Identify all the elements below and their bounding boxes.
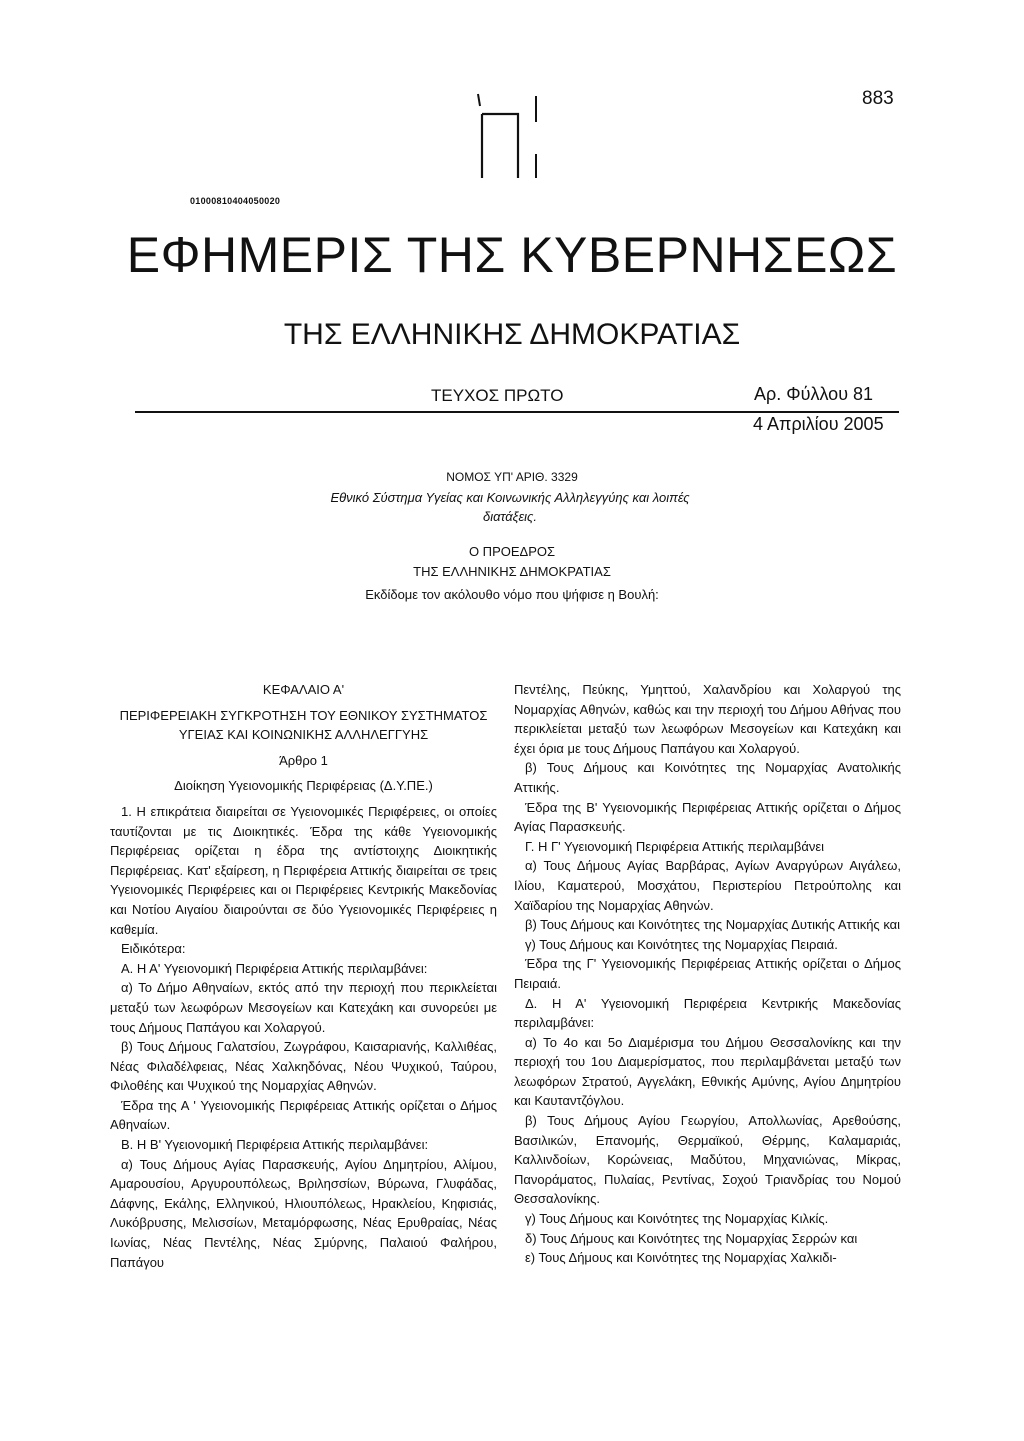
paragraph: γ) Τους Δήμους και Κοινότητες της Νομαρχίας Πειραιά.: [525, 936, 838, 952]
paragraph: α) Το Δήμο Αθηναίων, εκτός από την περιοχή που περικλείεται μεταξύ των λεωφόρων Μεσογείων και Κατεχάκη και συνορεύει με τους Δήμους Παπάγου και Χολαργού.: [110, 980, 497, 1035]
paragraph: α) Τους Δήμους Αγίας Βαρβάρας, Αγίων Αναργύρων Αιγάλεω, Ιλίου, Καματερού, Μοσχάτου, Περιστερίου Πετρούπολης και Χαϊδαρίου της Νομαρχίας Αθηνών.: [514, 858, 901, 913]
article-heading: Άρθρο 1: [279, 752, 328, 768]
masthead-subtitle: ΤΗΣ ΕΛΛΗΝΙΚΗΣ ΔΗΜΟΚΡΑΤΙΑΣ: [283, 318, 741, 351]
paragraph: Δ. Η Α' Υγειονομική Περιφέρεια Κεντρικής Μακεδονίας περιλαμβάνει:: [514, 995, 901, 1031]
issue-series: ΤΕΥΧΟΣ ΠΡΩΤΟ: [431, 386, 564, 405]
paragraph: α) Τους Δήμους Αγίας Παρασκευής, Αγίου Δημητρίου, Αλίμου, Αμαρουσίου, Αργυρουπόλεως, Βριλησσίων, Βύρωνα, Γλυφάδας, Δάφνης, Εκάλης, Ελληνικού, Ηλιουπόλεως, Ηρακλείου, Κηφισιάς, Λυκόβρυσης, Μελισσίων, Μεταμόρφωσης, Νέας Ερυθραίας, Νέας Ιωνίας, Νέας Πεντέλης, Νέας Σμύρνης, Παλαιού Φαλήρου, Παπάγου: [110, 1156, 497, 1270]
paragraph: γ) Τους Δήμους και Κοινότητες της Νομαρχίας Κιλκίς.: [525, 1211, 829, 1227]
paragraph: 1. Η επικράτεια διαιρείται σε Υγειονομικές Περιφέρειες, οι οποίες ταυτίζονται με τις Διοικητικές. Έδρα της κάθε Υγειονομικής Περιφέρειας ορίζεται η έδρα της αντίστοιχης Διοικητικής Περιφέρειας. Κατ' εξαίρεση, η Περιφέρεια Αττικής διαιρείται σε τρεις Υγειονομικές Περιφέρειες και οι Περιφέρειες Κεντρικής Μακεδονίας και Νοτίου Αιγαίου διαιρούνται σε δύο Υγειονομικές Περιφέρειες η καθεμία.: [110, 803, 497, 937]
president-heading: Ο ΠΡΟΕΔΡΟΣ: [468, 544, 556, 559]
paragraph: β) Τους Δήμους Αγίου Γεωργίου, Απολλωνίας, Αρεθούσης, Βασιλικών, Επανομής, Θερμαϊκού, Θέρμης, Καλαμαριάς, Καλλινδοίων, Κορώνειας, Μαδύτου, Μηχανιώνας, Μίκρας, Πανοράματος, Πυλαίας, Ρεντίνας, Σοχού Τριανδρίας του Νομού Θεσσαλονίκης.: [514, 1113, 901, 1207]
article-title: Διοίκηση Υγειονομικής Περιφέρειας (Δ.Υ.ΠΕ.): [174, 778, 433, 794]
paragraph: Ειδικότερα:: [121, 941, 186, 957]
paragraph: β) Τους Δήμους και Κοινότητες της Νομαρχίας Ανατολικής Αττικής.: [514, 760, 901, 795]
paragraph: Έδρα της Γ' Υγειονομικής Περιφέρειας Αττικής ορίζεται ο Δήμος Πειραιά.: [514, 956, 901, 991]
republic-heading: ΤΗΣ ΕΛΛΗΝΙΚΗΣ ΔΗΜΟΚΡΑΤΙΑΣ: [413, 564, 611, 579]
paragraph: α) Το 4ο και 5ο Διαμέρισμα του Δήμου Θεσσαλονίκης και την περιοχή του 1ου Διαμερίσματος, που περιλαμβάνεται μεταξύ των λεωφόρων Στρατού, Αγγελάκη, Εθνικής Αμύνης, Αγίου Δημητρίου και Καυταντζόγλου.: [514, 1034, 901, 1109]
paragraph: Γ. Η Γ' Υγειονομική Περιφέρεια Αττικής περιλαμβάνει: [525, 838, 825, 854]
right-text-column: [514, 680, 901, 1268]
paragraph: Β. Η Β' Υγειονομική Περιφέρεια Αττικής περιλαμβάνει:: [121, 1137, 429, 1153]
paragraph: Έδρα της Α ' Υγειονομικής Περιφέρειας Αττικής ορίζεται ο Δήμος Αθηναίων.: [110, 1097, 497, 1133]
paragraph: β) Τους Δήμους Γαλατσίου, Ζωγράφου, Καισαριανής, Καλλιθέας, Νέας Φιλαδέλφειας, Νέας Χαλκηδόνας, Νέου Ψυχικού, Ταύρου, Φιλοθέης και Ψυχικού της Νομαρχίας Αθηνών.: [110, 1039, 497, 1094]
issue-date: 4 Απριλίου 2005: [753, 414, 884, 434]
sheet-number: Αρ. Φύλλου 81: [754, 384, 874, 404]
page-number: 883: [862, 88, 894, 109]
left-text-column: [110, 680, 497, 1272]
header-divider: [135, 411, 899, 413]
promulgation-text: Εκδίδομε τον ακόλουθο νόμο που ψήφισε η Βουλή:: [365, 587, 659, 602]
paragraph: δ) Τους Δήμους και Κοινότητες της Νομαρχίας Σερρών και: [525, 1230, 858, 1246]
paragraph: Πεντέλης, Πεύκης, Υμηττού, Χαλανδρίου και Χολαργού της Νομαρχίας Αθηνών, καθώς και την περιοχή του Δήμου Αθήνας που περικλείεται μεταξύ των λεωφόρων Μεσογείων και Κατεχάκη και έχει όρια με τους Δήμους Παπάγου και Χολαργού.: [514, 682, 901, 756]
paragraph: Έδρα της Β' Υγειονομικής Περιφέρειας Αττικής ορίζεται ο Δήμος Αγίας Παρασκευής.: [514, 799, 901, 835]
masthead-title: ΕΦΗΜΕΡΙΣ ΤΗΣ ΚΥΒΕΡΝΗΣΕΩΣ: [126, 227, 898, 283]
chapter-title: ΠΕΡΙΦΕΡΕΙΑΚΗ ΣΥΓΚΡΟΤΗΣΗ ΤΟΥ ΕΘΝΙΚΟΥ ΣΥΣΤΗΜΑΤΟΣ ΥΓΕΙΑΣ ΚΑΙ ΚΟΙΝΩΝΙΚΗΣ ΑΛΛΗΛΕΓΓΥΗΣ: [119, 707, 488, 743]
document-id-code: 01000810404050020: [190, 196, 281, 206]
paragraph: β) Τους Δήμους και Κοινότητες της Νομαρχίας Δυτικής Αττικής και: [525, 917, 901, 933]
law-title: Εθνικό Σύστημα Υγείας και Κοινωνικής Αλληλεγγύης και λοιπές διατάξεις.: [330, 490, 690, 524]
paragraph: ε) Τους Δήμους και Κοινότητες της Νομαρχίας Χαλκιδι-: [525, 1250, 837, 1266]
law-number: ΝΟΜΟΣ ΥΠ' ΑΡΙΘ. 3329: [446, 470, 578, 484]
paragraph: Α. Η Α' Υγειονομική Περιφέρεια Αττικής περιλαμβάνει:: [121, 960, 428, 976]
chapter-heading: ΚΕΦΑΛΑΙΟ Α': [262, 682, 345, 697]
coat-of-arms-icon: [470, 92, 550, 192]
